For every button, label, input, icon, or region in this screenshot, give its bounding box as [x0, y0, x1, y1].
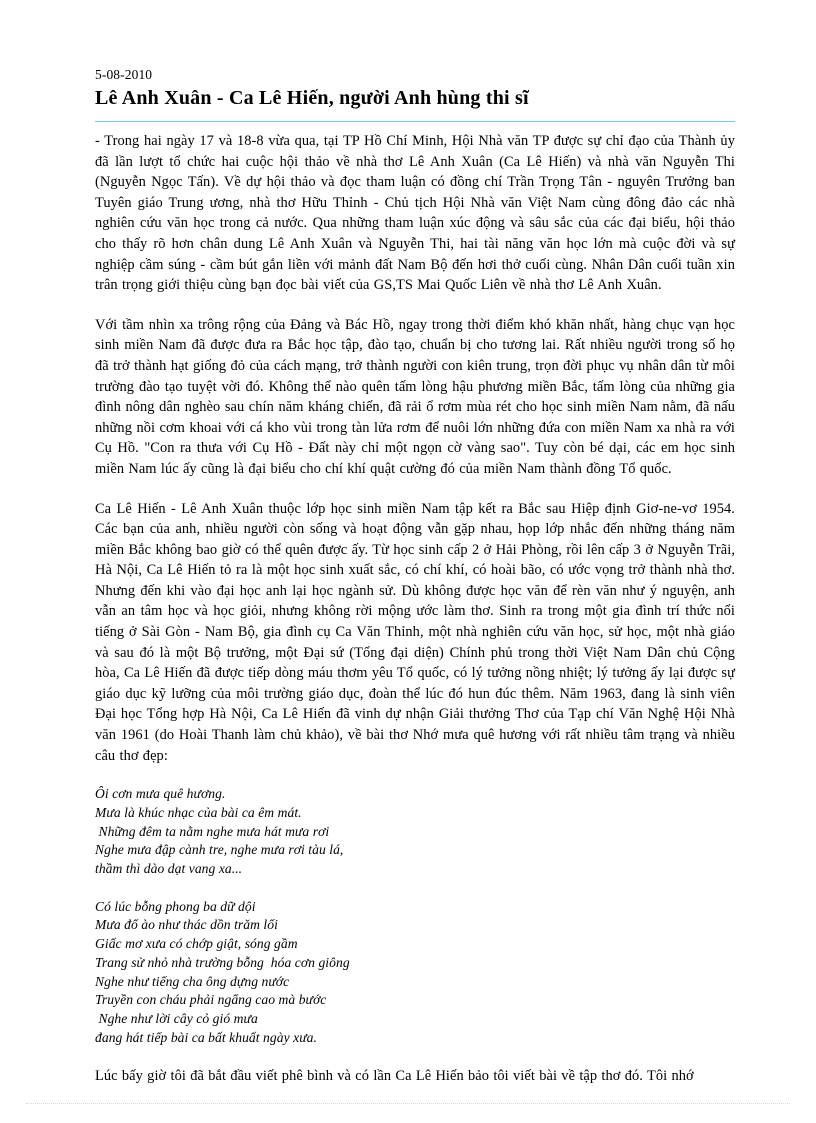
poem-line: Nghe như lời cây cỏ gió mưa	[95, 1010, 258, 1026]
poem-line: Mưa là khúc nhạc của bài ca êm mát.	[95, 804, 302, 820]
poem-line: đang hát tiếp bài ca bất khuất ngày xưa.	[95, 1029, 317, 1045]
paragraph-intro: - Trong hai ngày 17 và 18-8 vừa qua, tại TP Hồ Chí Minh, Hội Nhà văn TP được sự chỉ đạo của Thành ủy đã lần lượt tổ chức hai cuộc hội thảo về nhà thơ Lê Anh Xuân (Ca Lê Hiến) và nhà văn Nguyễn Thi (Nguyễn Ngọc Tấn). Về dự hội thảo và đọc tham luận có đồng chí Trần Trọng Tân - nguyên Trưởng ban Tuyên giáo Trung ương, nhà thơ Hữu Thỉnh - Chủ tịch Hội Nhà văn Việt Nam cùng đông đảo các nhà nghiên cứu văn học trong cả nước. Qua những tham luận xúc động và sâu sắc của các đại biểu, hội thảo cho thấy rõ hơn chân dung Lê Anh Xuân và Nguyễn Thi, hai tài năng văn học lớn mà cuộc đời và sự nghiệp cầm súng - cầm bút gắn liền với mảnh đất Nam Bộ đến hơi thở cuối cùng. Nhân Dân cuối tuần xin trân trọng giới thiệu cùng bạn đọc bài viết của GS,TS Mai Quốc Liên về nhà thơ Lê Anh Xuân.	[95, 133, 735, 294]
poem-line: Nghe mưa đập cành tre, nghe mưa rơi tàu lá,	[95, 842, 344, 858]
document-body	[95, 66, 735, 1087]
poem-line: Trang sử nhỏ nhà trường bỗng hóa cơn giông	[95, 954, 350, 970]
poem-line: Những đêm ta nằm nghe mưa hát mưa rơi	[95, 823, 330, 839]
page-title: Lê Anh Xuân - Ca Lê Hiến, người Anh hùng thi sĩ	[95, 87, 529, 109]
poem-line: Giấc mơ xưa có chớp giật, sóng gầm	[95, 936, 298, 952]
poem-line: Mưa đổ ào như thác dồn trăm lối	[95, 917, 278, 933]
poem-line: thầm thì dào dạt vang xa...	[95, 861, 243, 877]
poem-stanza-one	[95, 785, 735, 879]
paragraph-closing: Lúc bấy giờ tôi đã bắt đầu viết phê bình và có lần Ca Lê Hiến bảo tôi viết bài về tập thơ đó. Tôi nhớ	[95, 1068, 694, 1085]
title-divider	[95, 121, 735, 122]
poem-line: Nghe như tiếng cha ông dựng nước	[95, 973, 290, 989]
poem-line: Có lúc bỗng phong ba dữ dội	[95, 898, 256, 914]
poem-line: Ôi cơn mưa quê hương.	[95, 786, 226, 802]
paragraph-body-1: Với tầm nhìn xa trông rộng của Đảng và Bác Hồ, ngay trong thời điểm khó khăn nhất, hàng chục vạn học sinh miền Nam đã được đưa ra Bắc học tập, đào tạo, chuẩn bị cho tương lai. Rất nhiều người trong số họ đã trở thành hạt giống đỏ của cách mạng, trở thành người con kiên trung, trọn đời phục vụ nhân dân từ môi trường đào tạo tuyệt vời đó. Không thể nào quên tấm lòng hậu phương miền Bắc, tấm lòng của những gia đình nông dân nghèo sau chín năm kháng chiến, đã rải ổ rơm mùa rét cho học sinh miền Nam nằm, đã nấu những nồi cơm khoai với cá kho vùi trong tàn lửa rơm để nuôi lớn những đứa con miền Nam xa nhà ra với Cụ Hồ. "Con ra thưa với Cụ Hồ - Đất này chỉ một ngọn cờ vàng sao". Tuy còn bé dại, các em học sinh miền Nam lúc ấy cũng là đại biểu cho chí khí quật cường đó của miền Nam thành đồng Tổ quốc.	[95, 316, 735, 477]
publication-date: 5-08-2010	[95, 67, 153, 82]
poem-stanza-two	[95, 898, 735, 1048]
paragraph-body-2: Ca Lê Hiến - Lê Anh Xuân thuộc lớp học sinh miền Nam tập kết ra Bắc sau Hiệp định Giơ-ne-vơ 1954. Các bạn của anh, nhiều người còn sống và hoạt động vẫn gặp nhau, họp lớp nhắc đến những tháng năm miền Bắc không bao giờ có thể quên được ấy. Từ học sinh cấp 2 ở Hải Phòng, rồi lên cấp 3 ở Nguyễn Trãi, Hà Nội, Ca Lê Hiến tỏ ra là một học sinh xuất sắc, có chí khí, có hoài bão, có ước vọng trở thành nhà thơ. Nhưng đến khi vào đại học anh lại học ngành sử. Dù không được học văn để rèn văn như ý nguyện, anh vẫn an tâm học và học giỏi, nhưng không rời mộng ước làm thơ. Sinh ra trong một gia đình trí thức nổi tiếng ở Sài Gòn - Nam Bộ, gia đình cụ Ca Văn Thỉnh, một nhà nghiên cứu văn học, sử học, một nhà giáo và sau đó là một Bộ trưởng, một Đại sứ (Tổng đại diện) Chính phủ trong thời Việt Nam Dân chủ Cộng hòa, Ca Lê Hiến đã được tiếp dòng máu thơm yêu Tổ quốc, có lý tưởng nồng nhiệt; lý tưởng ấy lại được sự giáo dục kỹ lưỡng của môi trường giáo dục, đoàn thể lúc đó hun đúc thêm. Năm 1963, đang là sinh viên Đại học Tổng hợp Hà Nội, Ca Lê Hiến đã vinh dự nhận Giải thưởng Thơ của Tạp chí Văn Nghệ Hội Nhà văn 1961 (do Hoài Thanh làm chủ khảo), về bài thơ Nhớ mưa quê hương với rất nhiều tâm trạng và nhiều câu thơ đẹp:	[95, 500, 735, 764]
poem-line: Truyền con cháu phải ngẩng cao mà bước	[95, 992, 327, 1008]
footer-rule	[26, 1103, 790, 1105]
